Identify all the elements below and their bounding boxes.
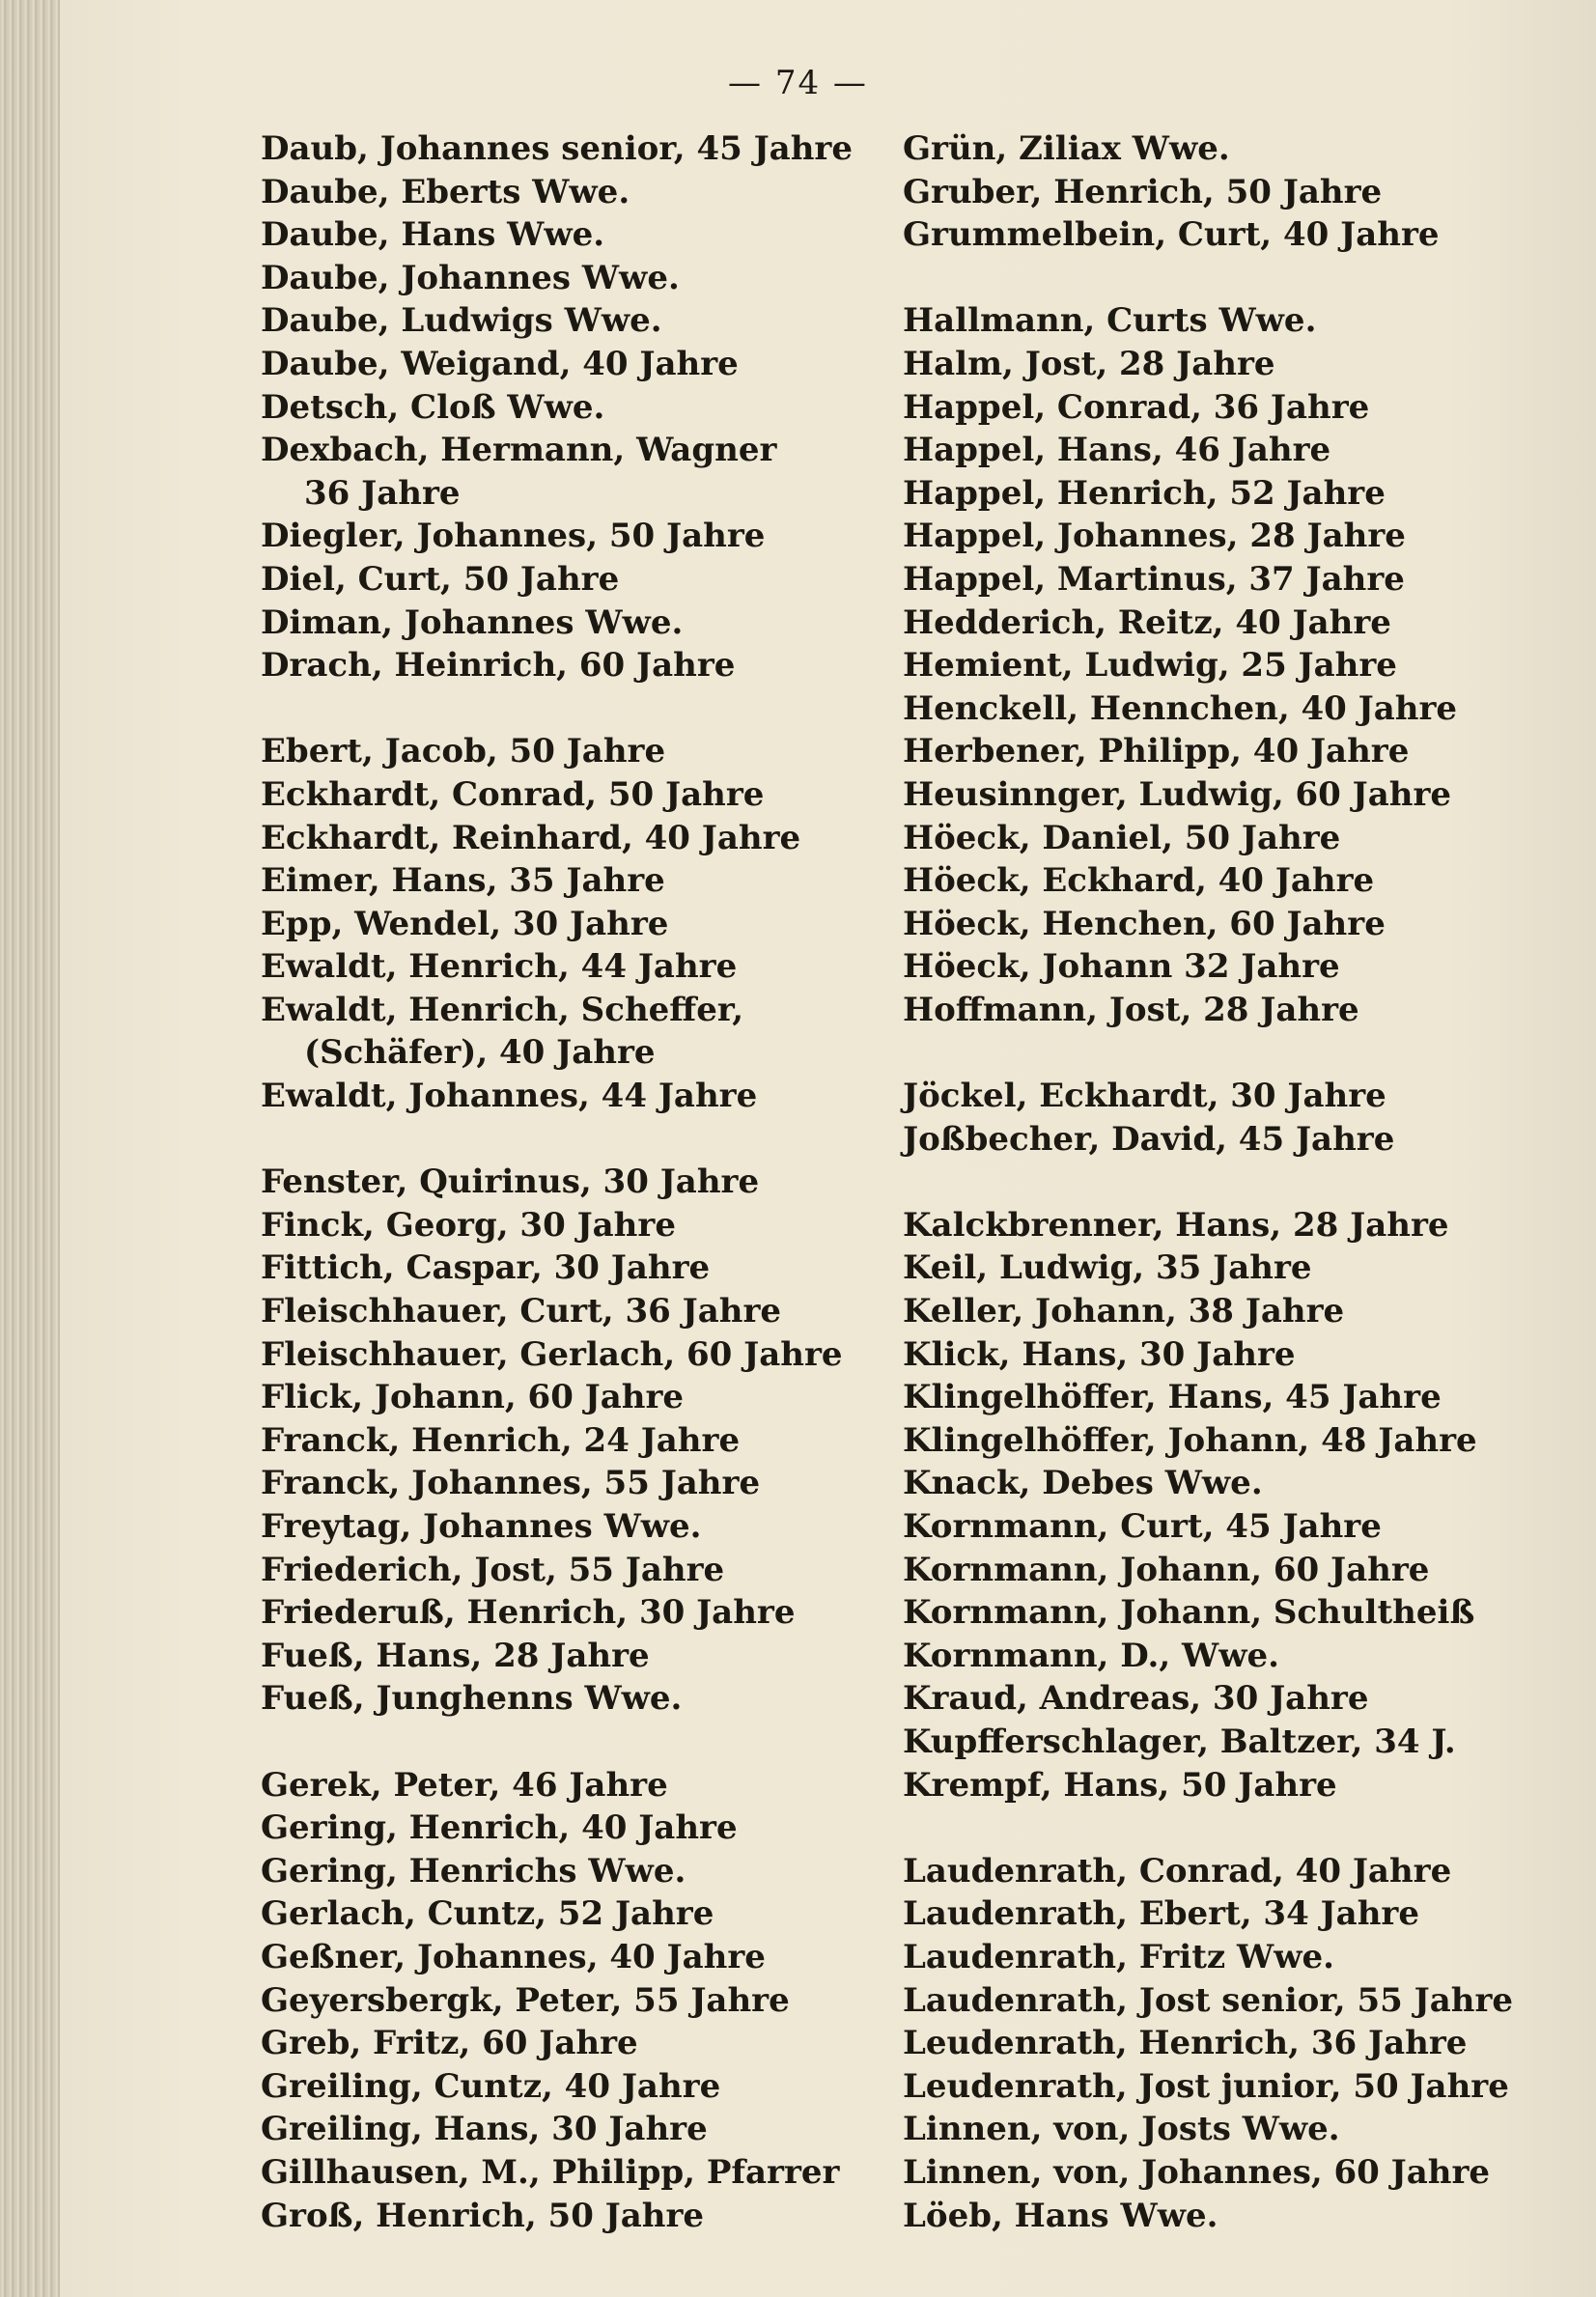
left-column — [261, 127, 879, 2237]
list-item: Kalckbrenner, Hans, 28 Jahre — [903, 1205, 1449, 1245]
list-item: Hemient, Ludwig, 25 Jahre — [903, 646, 1397, 686]
page-number: — 74 — — [728, 64, 868, 102]
list-item: Ewaldt, Henrich, Scheffer, — [261, 990, 744, 1029]
list-item: Eimer, Hans, 35 Jahre — [261, 861, 665, 901]
list-item: Klingelhöffer, Johann, 48 Jahre — [903, 1420, 1477, 1460]
list-item: Leudenrath, Henrich, 36 Jahre — [903, 2024, 1468, 2063]
list-item: Keil, Ludwig, 35 Jahre — [903, 1248, 1312, 1288]
list-item: Herbener, Philipp, 40 Jahre — [903, 732, 1410, 771]
list-item: Laudenrath, Ebert, 34 Jahre — [903, 1894, 1419, 1934]
list-item: Höeck, Henchen, 60 Jahre — [903, 904, 1386, 943]
section-gap — [261, 1118, 879, 1162]
list-item: Groß, Henrich, 50 Jahre — [261, 2196, 705, 2235]
list-item: Gruber, Henrich, 50 Jahre — [903, 172, 1383, 211]
list-item: Happel, Martinus, 37 Jahre — [903, 559, 1405, 599]
list-item: Happel, Henrich, 52 Jahre — [903, 473, 1386, 513]
list-item: Höeck, Johann 32 Jahre — [903, 947, 1340, 987]
list-item: Hoffmann, Jost, 28 Jahre — [903, 990, 1359, 1029]
list-item: Fleischhauer, Gerlach, 60 Jahre — [261, 1334, 843, 1374]
list-item: Kornmann, Curt, 45 Jahre — [903, 1507, 1382, 1546]
right-column — [903, 127, 1521, 2237]
section-gap — [261, 1721, 879, 1764]
list-item: Laudenrath, Conrad, 40 Jahre — [903, 1851, 1452, 1891]
list-item: Fittich, Caspar, 30 Jahre — [261, 1248, 711, 1288]
list-item: Happel, Hans, 46 Jahre — [903, 431, 1331, 470]
section-gap — [903, 1807, 1521, 1850]
list-item: Finck, Georg, 30 Jahre — [261, 1205, 676, 1245]
list-item: Leudenrath, Jost junior, 50 Jahre — [903, 2066, 1509, 2106]
list-item: Höeck, Daniel, 50 Jahre — [903, 818, 1341, 857]
list-item: Kornmann, Johann, Schultheiß — [903, 1593, 1475, 1633]
list-item: Eckhardt, Conrad, 50 Jahre — [261, 774, 765, 814]
list-item: Joßbecher, David, 45 Jahre — [903, 1119, 1395, 1159]
list-item: Greb, Fritz, 60 Jahre — [261, 2024, 638, 2063]
list-item: Fueß, Junghenns Wwe. — [261, 1679, 683, 1719]
list-item: Detsch, Cloß Wwe. — [261, 387, 605, 427]
list-item: Halm, Jost, 28 Jahre — [903, 344, 1275, 383]
list-item: Gering, Henrichs Wwe. — [261, 1851, 686, 1891]
list-item: Kraud, Andreas, 30 Jahre — [903, 1679, 1369, 1719]
list-item: Greiling, Cuntz, 40 Jahre — [261, 2066, 721, 2106]
list-item: Drach, Heinrich, 60 Jahre — [261, 646, 736, 686]
section-gap — [903, 257, 1521, 300]
list-item: Henckell, Hennchen, 40 Jahre — [903, 688, 1458, 728]
list-item: Knack, Debes Wwe. — [903, 1464, 1263, 1503]
list-item: Klingelhöffer, Hans, 45 Jahre — [903, 1378, 1442, 1417]
list-item: Diel, Curt, 50 Jahre — [261, 559, 620, 599]
list-item: Hallmann, Curts Wwe. — [903, 301, 1317, 341]
list-item: Kupfferschlager, Baltzer, 34 J. — [903, 1722, 1456, 1761]
list-item: Laudenrath, Jost senior, 55 Jahre — [903, 1980, 1514, 2020]
section-gap — [261, 687, 879, 731]
list-item: Laudenrath, Fritz Wwe. — [903, 1937, 1334, 1976]
list-item: Krempf, Hans, 50 Jahre — [903, 1765, 1337, 1805]
list-item: Fenster, Quirinus, 30 Jahre — [261, 1163, 760, 1202]
list-item: Klick, Hans, 30 Jahre — [903, 1334, 1296, 1374]
list-item: Gerek, Peter, 46 Jahre — [261, 1765, 668, 1805]
list-item-continuation: 36 Jahre — [304, 473, 461, 513]
section-gap — [903, 1031, 1521, 1075]
list-item-continuation: (Schäfer), 40 Jahre — [304, 1033, 656, 1073]
list-item: Ewaldt, Johannes, 44 Jahre — [261, 1077, 758, 1116]
list-item: Friederich, Jost, 55 Jahre — [261, 1550, 725, 1589]
list-item: Happel, Johannes, 28 Jahre — [903, 517, 1406, 556]
list-item: Daube, Hans Wwe. — [261, 215, 605, 255]
list-item: Gering, Henrich, 40 Jahre — [261, 1808, 738, 1848]
list-item: Daube, Eberts Wwe. — [261, 172, 630, 211]
list-item: Franck, Henrich, 24 Jahre — [261, 1420, 741, 1460]
list-item: Freytag, Johannes Wwe. — [261, 1507, 702, 1546]
list-item: Gillhausen, M., Philipp, Pfarrer — [261, 2152, 840, 2192]
list-item: Friederuß, Henrich, 30 Jahre — [261, 1593, 796, 1633]
list-item: Höeck, Eckhard, 40 Jahre — [903, 861, 1375, 901]
list-item: Keller, Johann, 38 Jahre — [903, 1292, 1345, 1331]
list-item: Linnen, von, Johannes, 60 Jahre — [903, 2152, 1491, 2192]
list-item: Hedderich, Reitz, 40 Jahre — [903, 602, 1391, 642]
list-item: Grummelbein, Curt, 40 Jahre — [903, 215, 1440, 255]
list-item: Ebert, Jacob, 50 Jahre — [261, 732, 666, 771]
list-item: Happel, Conrad, 36 Jahre — [903, 387, 1370, 427]
list-item: Ewaldt, Henrich, 44 Jahre — [261, 947, 738, 987]
list-item: Fleischhauer, Curt, 36 Jahre — [261, 1292, 781, 1331]
list-item: Dexbach, Hermann, Wagner — [261, 431, 777, 470]
list-item: Löeb, Hans Wwe. — [903, 2196, 1218, 2235]
list-item: Fueß, Hans, 28 Jahre — [261, 1636, 650, 1675]
list-item: Daub, Johannes senior, 45 Jahre — [261, 129, 853, 168]
list-item: Diegler, Johannes, 50 Jahre — [261, 517, 766, 556]
list-item: Greiling, Hans, 30 Jahre — [261, 2110, 708, 2149]
list-item: Jöckel, Eckhardt, 30 Jahre — [903, 1077, 1386, 1116]
section-gap — [903, 1161, 1521, 1204]
list-item: Flick, Johann, 60 Jahre — [261, 1378, 685, 1417]
list-item: Daube, Johannes Wwe. — [261, 258, 680, 297]
list-item: Daube, Weigand, 40 Jahre — [261, 344, 739, 383]
list-item: Diman, Johannes Wwe. — [261, 602, 684, 642]
list-item: Eckhardt, Reinhard, 40 Jahre — [261, 818, 801, 857]
list-item: Franck, Johannes, 55 Jahre — [261, 1464, 761, 1503]
list-item: Heusinnger, Ludwig, 60 Jahre — [903, 774, 1452, 814]
list-item: Daube, Ludwigs Wwe. — [261, 301, 662, 341]
book-spine — [0, 0, 60, 2297]
list-item: Epp, Wendel, 30 Jahre — [261, 904, 669, 943]
list-item: Kornmann, D., Wwe. — [903, 1636, 1279, 1675]
list-item: Kornmann, Johann, 60 Jahre — [903, 1550, 1430, 1589]
list-item: Gerlach, Cuntz, 52 Jahre — [261, 1894, 714, 1934]
list-item: Geßner, Johannes, 40 Jahre — [261, 1937, 766, 1976]
list-item: Geyersbergk, Peter, 55 Jahre — [261, 1980, 790, 2020]
list-item: Linnen, von, Josts Wwe. — [903, 2110, 1340, 2149]
list-item: Grün, Ziliax Wwe. — [903, 129, 1230, 168]
